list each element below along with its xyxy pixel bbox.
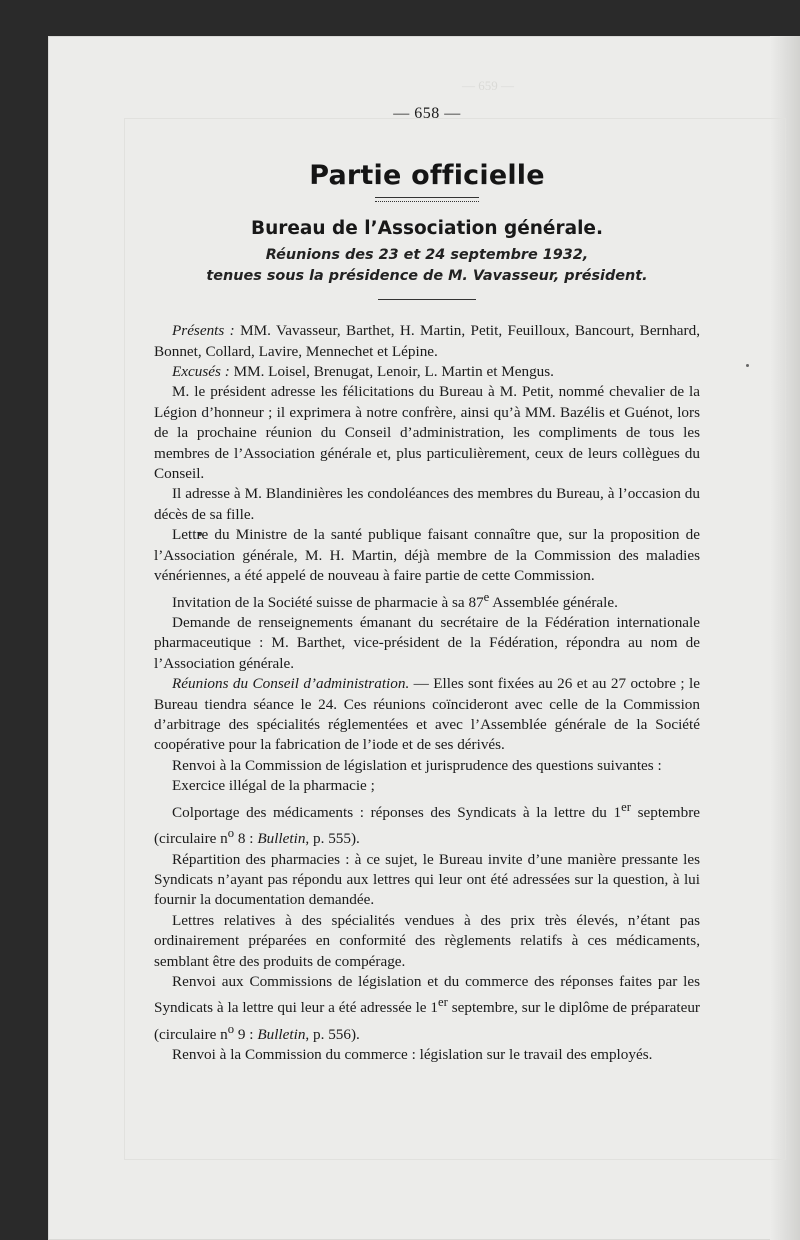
paragraph-lettres: Lettres relatives à des spécialités vendues à des prix très élevés, n’étant pas ordinairement préparées en conformité des règlements relatifs à ces médicaments, semblant être des produits de compérage.	[154, 911, 700, 970]
bleed-through-page-number: — 659 —	[462, 78, 514, 93]
colportage-bulletin: Bulletin	[257, 830, 306, 848]
page-number: — 658 —	[393, 105, 461, 122]
invitation-text: Invitation de la Société suisse de pharmacie à sa 87	[172, 593, 484, 611]
presents-label: Présents :	[172, 322, 235, 340]
invitation-superscript: e	[483, 589, 490, 604]
colportage-page-ref: , p. 555).	[305, 830, 360, 848]
paragraph-renvoi-legislation: Renvoi à la Commission de législation et jurisprudence des questions suivantes :	[172, 756, 662, 774]
colportage-circular-number: 8 :	[234, 830, 258, 848]
paragraph-excuses	[154, 362, 700, 382]
renvoi-commerce-superscript: er	[438, 995, 448, 1010]
renvoi-commerce-page-ref: , p. 556).	[305, 1025, 360, 1043]
minutes-body	[154, 321, 700, 1066]
paragraph-renvoi-commerce	[154, 972, 700, 1045]
colportage-superscript: er	[621, 799, 631, 814]
presents-text: MM. Vavasseur, Barthet, H. Martin, Petit, Feuilloux, Bancourt, Bernhard, Bonnet, Collard, Lavire, Mennechet et Lépine.	[154, 322, 700, 360]
renvoi-commerce-text-middle: septembre, sur le diplôme de préparateur (circulaire n	[154, 999, 700, 1043]
paragraph-invitation	[154, 587, 700, 613]
section-heading: Bureau de l’Association générale.	[250, 217, 603, 239]
paragraph-presents	[154, 321, 700, 362]
heading-rule	[378, 299, 476, 300]
renvoi-commerce-number-sign: o	[227, 1021, 235, 1036]
paragraph-felicitations: M. le président adresse les félicitations du Bureau à M. Petit, nommé chevalier de la Légion d’honneur ; il exprimera à notre confrère, ainsi qu’à MM. Bazélis et Guénot, lors de la prochaine réunion du Conseil d’administration, les compliments de tous les membres de l’Association générale et, plus particulièrement, ceux de leurs collègues du Conseil.	[154, 383, 700, 483]
meeting-dates: Réunions des 23 et 24 septembre 1932,	[265, 247, 589, 264]
stray-ink-dot	[746, 364, 749, 367]
colportage-text-middle: septembre (circulaire n	[154, 803, 700, 848]
renvoi-commerce-circular-number: 9 :	[234, 1025, 258, 1043]
paragraph-condoleances: Il adresse à M. Blandinières les condoléances des membres du Bureau, à l’occasion du décès de sa fille.	[154, 485, 700, 523]
paragraph-demande: Demande de renseignements émanant du secrétaire de la Fédération internationale pharmaceutique : M. Barthet, vice-président de la Fédération, répondra au nom de l’Association générale.	[154, 613, 700, 672]
renvoi-commerce-text: Renvoi aux Commissions de législation et du commerce des réponses faites par les Syndicats à la lettre qui leur a été adressée le 1	[154, 973, 700, 1017]
excuses-label: Excusés :	[172, 363, 230, 381]
renvoi-commerce-bulletin: Bulletin	[257, 1025, 306, 1043]
colportage-number-sign: o	[227, 826, 235, 841]
invitation-text-end: Assemblée générale.	[489, 593, 618, 611]
reunions-text: — Elles sont fixées au 26 et au 27 octobre ; le Bureau tiendra séance le 24. Ces réunions coïncideront avec celle de la Commission d’arbitrage des spécialités réglementées et avec l’Assemblée générale de la Société coopérative pour la fabrication de l’iode et de ses dérivés.	[154, 675, 700, 754]
paragraph-repartition: Répartition des pharmacies : à ce sujet, le Bureau invite d’une manière pressante les Syndicats n’ayant pas répondu aux lettres qui leur ont été adressées sur la question, à lui fournir la documentation demandée.	[154, 850, 700, 909]
reunions-label: Réunions du Conseil d’administration.	[172, 675, 410, 693]
paragraph-colportage	[154, 797, 700, 850]
excuses-text: MM. Loisel, Brenugat, Lenoir, L. Martin et Mengus.	[229, 363, 554, 381]
paragraph-travail: Renvoi à la Commission du commerce : législation sur le travail des employés.	[172, 1046, 653, 1064]
paragraph-exercice: Exercice illégal de la pharmacie ;	[172, 777, 375, 795]
page-content	[154, 104, 700, 1066]
section-title: Partie officielle	[309, 160, 545, 192]
paragraph-reunions	[154, 674, 700, 756]
meeting-presidency: tenues sous la présidence de M. Vavasseur, président.	[206, 268, 648, 285]
title-rule	[375, 197, 479, 202]
colportage-text: Colportage des médicaments : réponses des Syndicats à la lettre du 1	[172, 803, 622, 821]
paragraph-ministre: Lettre du Ministre de la santé publique faisant connaître que, sur la proposition de l’Association générale, M. H. Martin, déjà membre de la Commission des maladies vénériennes, a été appelé de nouveau à faire partie de cette Commission.	[154, 526, 700, 585]
